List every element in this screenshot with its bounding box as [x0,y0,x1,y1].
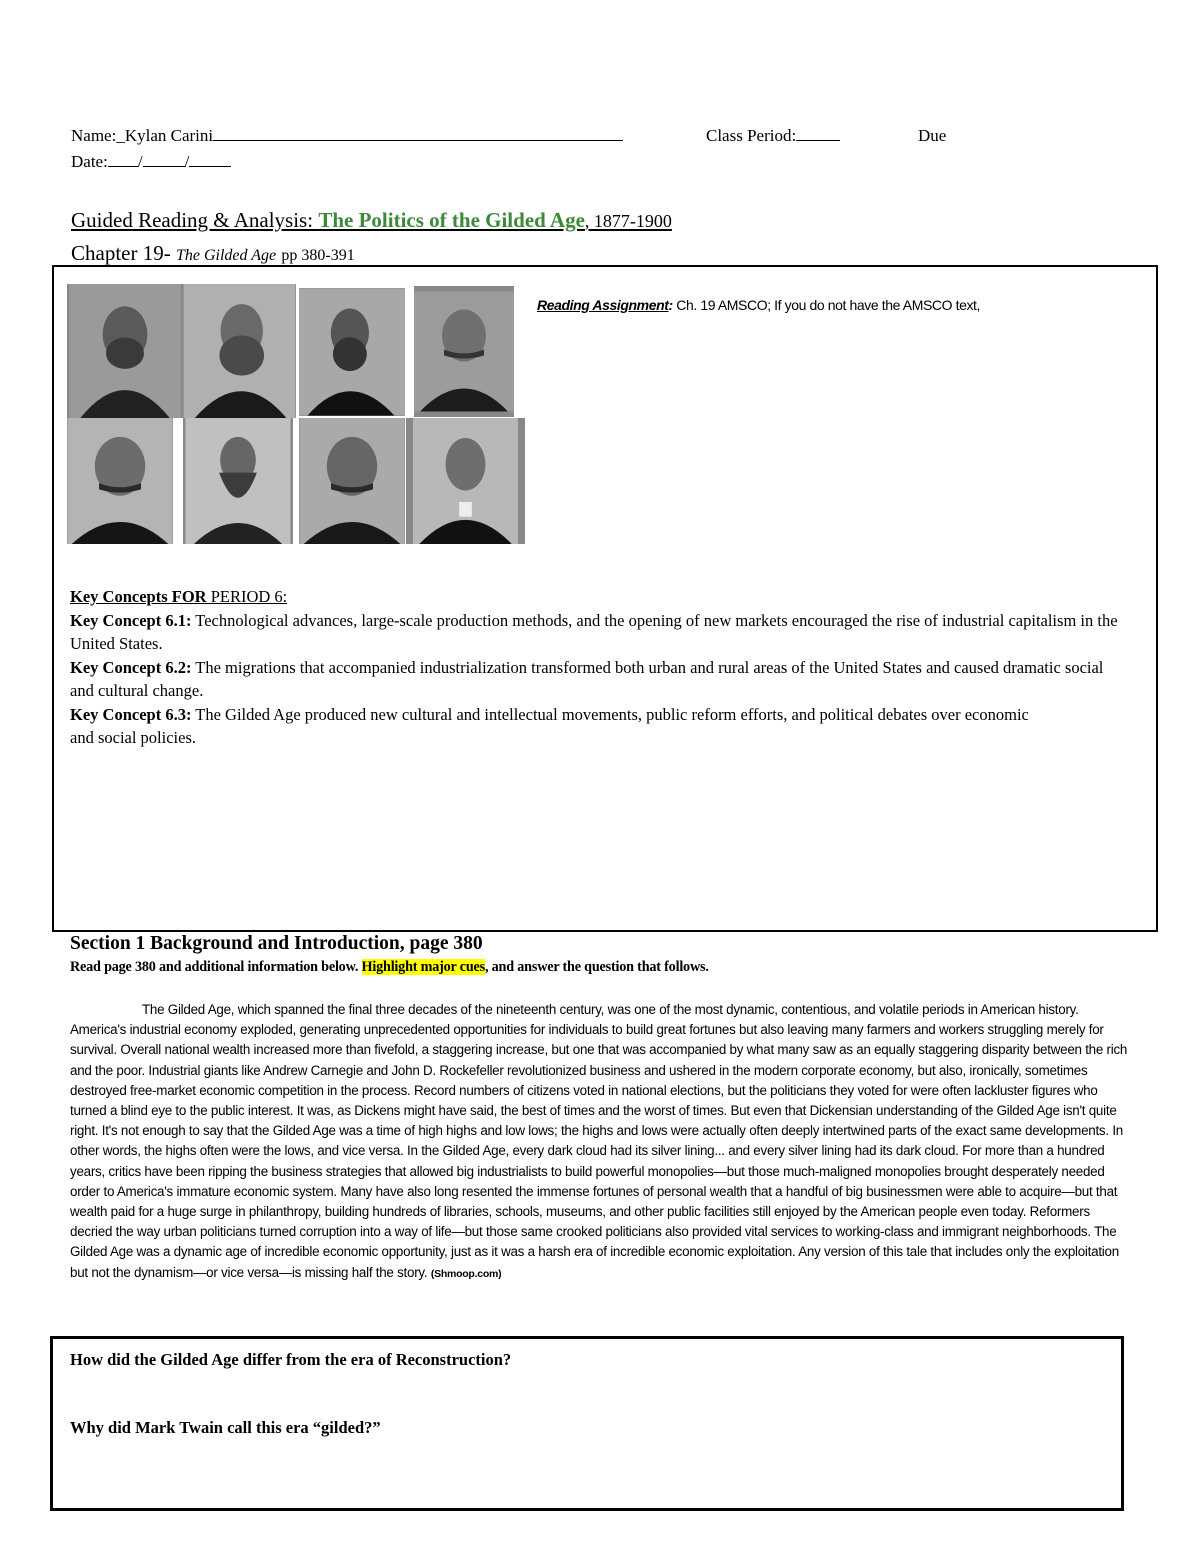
president-portrait-icon [299,418,405,544]
key-concept-1-text: Technological advances, large-scale production methods, and the opening of new markets encouraged the rise of industrial capitalism in the United States. [70,610,1118,653]
key-concept-2 [70,656,1130,703]
key-concepts-heading-a: Key Concepts FOR [70,587,211,606]
key-concept-3-label: Key Concept 6.3: [70,704,192,724]
portrait-5 [67,418,173,544]
president-portrait-icon [299,288,405,416]
due-label: Due [918,126,947,145]
date-day-blank[interactable] [143,150,185,167]
instructions-highlight: Highlight major cues [361,959,485,975]
key-concept-2-text: The migrations that accompanied industrialization transformed both urban and rural areas of the United States and caused dramatic social and cultural change. [70,657,1104,700]
reading-assignment-colon: : [668,297,673,313]
name-value[interactable]: Kylan Carini [124,126,214,145]
portrait-4 [414,286,514,417]
chapter-name: The Gilded Age [175,247,277,264]
date-year-blank[interactable] [189,150,231,167]
president-portrait-icon [406,418,525,544]
instructions-a: Read page 380 and additional information below. [70,959,362,975]
name-blank[interactable] [213,124,623,141]
key-concept-3 [70,703,1030,750]
reading-assignment-text: Ch. 19 AMSCO; If you do not have the AMSCO text, [676,297,981,313]
class-period-label: Class Period: [706,126,797,145]
name-line [71,123,671,149]
name-label: Name:_ [71,126,125,145]
class-period-blank[interactable] [796,124,840,141]
reading-assignment-label: Reading Assignment [537,297,669,313]
instructions-b: , and answer the question that follows. [484,959,709,975]
date-label: Date: [71,152,108,171]
question-1: How did the Gilded Age differ from the era of Reconstruction? [70,1350,512,1369]
key-concept-2-label: Key Concept 6.2: [70,657,192,677]
president-portrait-icon [67,418,173,544]
section-heading: Section 1 Background and Introduction, page 380 [70,933,483,954]
portrait-6 [183,418,293,544]
key-concept-3-text: The Gilded Age produced new cultural and intellectual movements, public reform efforts, and political debates over economic and social policies. [70,704,1029,747]
chapter-pages: pp 380-391 [281,247,355,264]
key-concepts [70,585,1130,750]
title-topic: The Politics of the Gilded Age [318,208,585,232]
date-line: Date: / / [71,149,231,175]
reading-assignment [537,297,980,313]
title-prefix: Guided Reading & Analysis: [71,208,319,232]
page-title [71,208,672,233]
president-portrait-icon [67,284,183,418]
portrait-7 [299,418,405,544]
class-period [706,123,840,149]
president-portrait-icon [414,286,514,417]
key-concepts-heading [70,585,1130,609]
date-month-blank[interactable] [108,150,138,167]
section-instructions [70,959,709,976]
key-concepts-heading-b: PERIOD 6: [210,587,288,606]
background-paragraph [70,1000,1130,1284]
paragraph-text: The Gilded Age, which spanned the final three decades of the nineteenth century, was one of the most dynamic, contentious, and volatile periods in American history. America's industrial economy exploded, generating unprecedented opportunities for individuals to build great fortunes but also leaving many farmers and workers struggling merely for survival. Overall national wealth increased more than fivefold, a staggering increase, but one that was accompanied by what many saw as an equally staggering disparity between the rich and the poor. Industrial giants like Andrew Carnegie and John D. Rockefeller revolutionized business and ushered in the modern corporate economy, but also, ironically, sometimes destroyed free-market economic competition in the process. Record numbers of citizens voted in national elections, but the politicians they voted for were often lackluster figures who turned a blind eye to the public interest. It was, as Dickens might have said, the best of times and the worst of times. But even that Dickensian understanding of the Gilded Age isn't quite right. It's not enough to say that the Gilded Age was a time of high highs and low lows; the highs and lows were actually often deeply intertwined parts of the exact same developments. In other words, the highs often were the lows, and vice versa. In the Gilded Age, every dark cloud had its silver lining... and every silver lining had its dark cloud. For more than a hundred years, critics have been ripping the business strategies that allowed big industrialists to build powerful monopolies—but those much-maligned monopolies brought desperately needed order to America's immature economic system. Many have also long resented the immense fortunes of personal wealth that a handful of big businessmen were able to acquire—but that wealth paid for a huge surge in philanthropy, building hundreds of libraries, schools, museums, and other public facilities still enjoyed by the American people even today. Reformers decried the way urban politicians turned corruption into a way of life—but those same crooked politicians also provided vital services to working-class and immigrant neighborhoods. The Gilded Age was a dynamic age of incredible economic opportunity, just as it was a harsh era of incredible economic exploitation. Any version of this tale that includes only the exploitation but not the dynamism—or vice versa—is missing half the story. [70,1002,1128,1280]
president-portrait-icon [183,284,296,418]
portrait-2 [183,284,296,418]
chapter-line [71,241,355,266]
president-portrait-icon [183,418,293,544]
paragraph-source: (Shmoop.com) [430,1267,502,1280]
portrait-8 [406,418,525,544]
key-concept-1 [70,609,1130,656]
key-concept-1-label: Key Concept 6.1: [70,610,192,630]
portrait-1 [67,284,183,418]
portrait-3 [299,288,405,416]
chapter-label: Chapter 19- [71,241,171,265]
title-years: , 1877-1900 [584,211,672,231]
question-2: Why did Mark Twain call this era “gilded?” [70,1418,381,1437]
